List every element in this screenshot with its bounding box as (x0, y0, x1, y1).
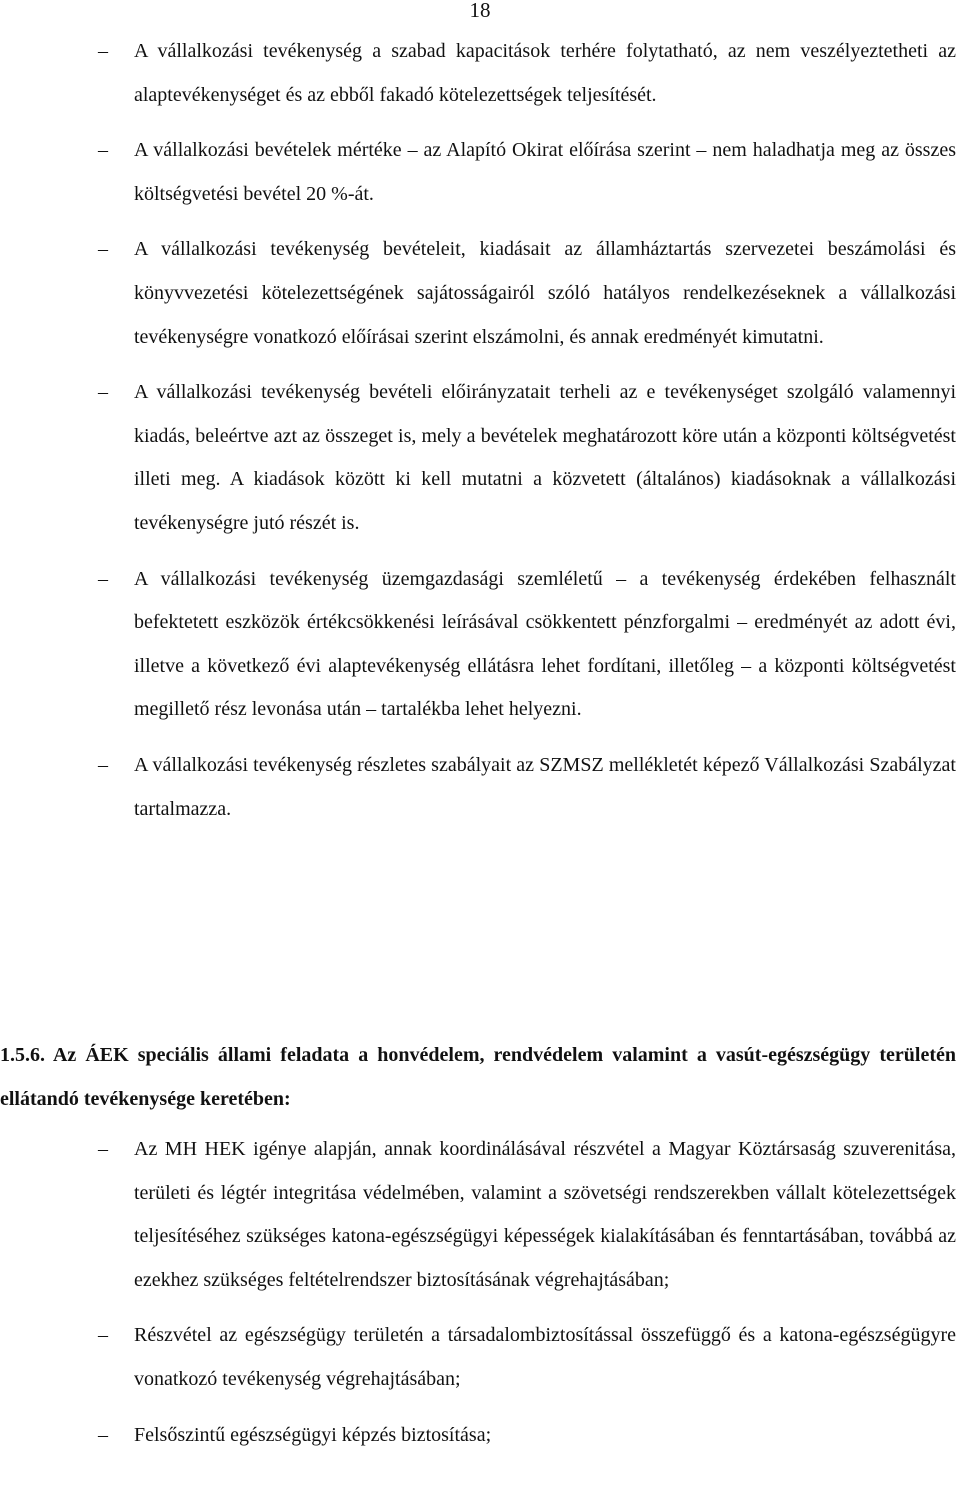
list-item-text: A vállalkozási tevékenység a szabad kapacitások terhére folytatható, az nem veszélyeztetheti az alaptevékenységet és az ebből fakadó kötelezettségek teljesítését. (134, 40, 956, 106)
list-item (0, 30, 960, 117)
list-item-text: Felsőszintű egészségügyi képzés biztosítása; (134, 1423, 492, 1446)
list-item-text: A vállalkozási bevételek mértéke – az Alapító Okirat előírása szerint – nem haladhatja meg az összes költségvetési bevétel 20 %-át. (134, 139, 956, 205)
list-item-text: Az MH HEK igénye alapján, annak koordinálásával részvétel a Magyar Köztársaság szuverenitása, területi és légtér integritása védelmében, valamint a szövetségi rendszerekben vállalt kötelezettségek teljesítéséhez szükséges katona-egészségügyi képességek kialakításában és fenntartásában, továbbá az ezekhez szükséges feltételrendszer biztosításának végrehajtásában; (134, 1138, 956, 1291)
list-item (0, 558, 960, 732)
list-item (0, 228, 960, 359)
dash-bullet: – (98, 567, 108, 590)
section-heading: 1.5.6. Az ÁEK speciális állami feladata a honvédelem, rendvédelem valamint a vasút-egészségügy területén ellátandó tevékenysége keretében: (0, 1044, 956, 1110)
list-item (0, 129, 960, 216)
section-list (0, 1128, 960, 1457)
dash-bullet: – (98, 381, 108, 404)
dash-bullet: – (98, 139, 108, 162)
list-item (0, 1128, 960, 1302)
list-item-text: A vállalkozási tevékenység üzemgazdasági szemléletű – a tevékenység érdekében felhasznált befektetett eszközök értékcsökkenési leírásával csökkentett pénzforgalmi – eredményét az adott évi, illetve a következő évi alaptevékenység ellátásra lehet fordítani, illetőleg – a központi költségvetést megillető rész levonása után – tartalékba lehet helyezni. (134, 567, 956, 721)
dash-bullet: – (98, 1138, 108, 1160)
rules-list (0, 30, 960, 843)
dash-bullet: – (98, 238, 108, 261)
list-item (0, 744, 960, 831)
list-item-text: Részvétel az egészségügy területén a társadalombiztosítással összefüggő és a katona-egészségügyre vonatkozó tevékenység végrehajtásában; (134, 1324, 956, 1390)
list-item (0, 1314, 960, 1401)
list-item-text: A vállalkozási tevékenység bevételi előirányzatait terheli az e tevékenységet szolgáló valamennyi kiadás, beleértve azt az összeget is, mely a bevételek meghatározott köre után a központi költségvetést illeti meg. A kiadások között ki kell mutatni a közvetett (általános) kiadásoknak a vállalkozási tevékenységre jutó részét is. (134, 381, 956, 534)
list-item (0, 371, 960, 545)
dash-bullet: – (98, 40, 108, 62)
list-item (0, 1414, 960, 1458)
dash-bullet: – (98, 753, 108, 776)
page-number: 18 (469, 0, 491, 22)
dash-bullet: – (98, 1423, 108, 1446)
list-item-text: A vállalkozási tevékenység részletes szabályait az SZMSZ mellékletét képező Vállalkozási Szabályzat tartalmazza. (134, 753, 956, 820)
dash-bullet: – (98, 1324, 108, 1347)
list-item-text: A vállalkozási tevékenység bevételeit, kiadásait az államháztartás szervezetei beszámolási és könyvvezetési kötelezettségének sajátosságairól szóló hatályos rendelkezéseknek a vállalkozási tevékenységre vonatkozó előírásai szerint elszámolni, és annak eredményét kimutatni. (134, 238, 956, 348)
